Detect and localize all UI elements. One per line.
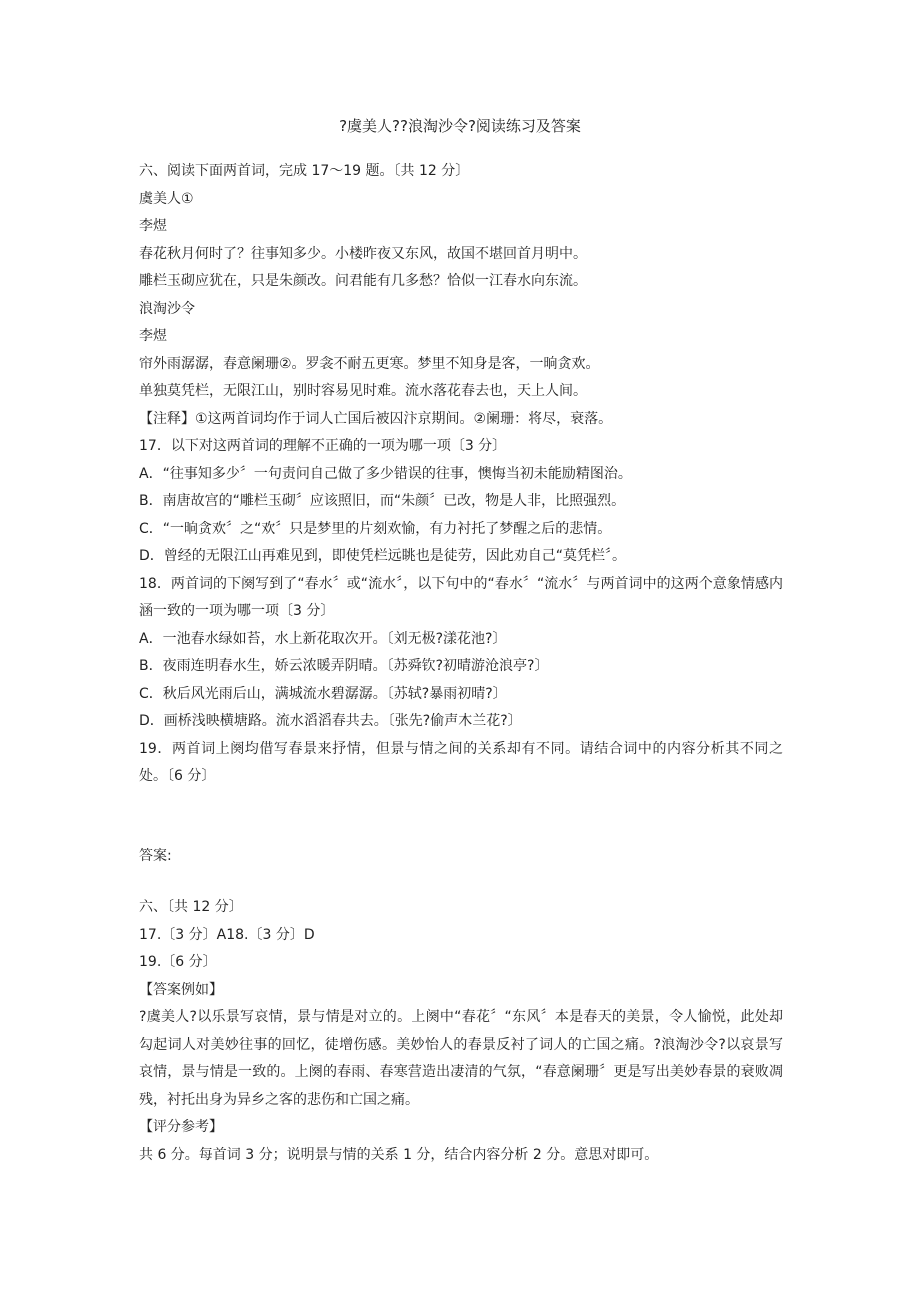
answers-example-text: ?虞美人?以乐景写哀情，景与情是对立的。上阕中“春花〞“东风〞本是春天的美景，令人愉悦，此处却勾起词人对美妙往事的回忆，徒增伤感。美妙怡人的春景反衬了词人的亡国之痛。?浪淘沙令?以哀景写哀情，景与情是一致的。上阕的春雨、春寒营造出凄清的气氛，“春意阑珊〞更是写出美妙春景的衰败凋残，衬托出身为异乡之客的悲伤和亡国之痛。 — [139, 1009, 783, 1108]
annotation-note: 【注释】①这两首词均作于词人亡国后被囚汴京期间。②阑珊：将尽，衰落。 — [139, 410, 613, 427]
spacer — [139, 791, 799, 843]
question-18-option-d: D．画桥浅映横塘路。流水滔滔春共去。〔张先?偷声木兰花?〕 — [139, 713, 522, 729]
section-intro: 六、阅读下面两首词，完成 17～19 题。〔共 12 分〕 — [139, 163, 470, 179]
answers-multiple-choice: 17.〔3 分〕A18.〔3 分〕D — [139, 926, 315, 943]
poem2-line: 单独莫凭栏，无限江山，别时容易见时难。流水落花春去也，天上人间。 — [139, 383, 587, 399]
answers-total: 六、〔共 12 分〕 — [139, 899, 243, 915]
question-17-option-a: A．“往事知多少〞一句责问自己做了多少错误的往事，懊悔当初未能励精图治。 — [139, 465, 632, 482]
document-title: ?虞美人??浪淘沙令?阅读练习及答案 — [339, 117, 581, 135]
answers-example-label: 【答案例如】 — [139, 981, 223, 998]
poem1-title: 虞美人① — [139, 190, 194, 207]
question-18-option-c: C．秋后风光雨后山，满城流水碧潺潺。〔苏轼?暴雨初晴?〕 — [139, 685, 507, 702]
poem2-author: 李煜 — [139, 328, 167, 344]
question-18-option-b: B．夜雨连明春水生，娇云浓暖弄阴晴。〔苏舜钦?初晴游沧浪亭?〕 — [139, 658, 549, 674]
question-17-option-b: B．南唐故宫的“雕栏玉砌〞应该照旧，而“朱颜〞已改，物是人非，比照强烈。 — [139, 493, 626, 509]
spacer — [139, 870, 799, 894]
question-18-stem: 18．两首词的下阕写到了“春水〞或“流水〞，以下句中的“春水〞“流水〞与两首词中的这两个意象情感内涵一致的一项为哪一项〔3 分〕 — [139, 575, 783, 619]
answers-q19-score: 19.〔6 分〕 — [139, 954, 217, 970]
document-page — [139, 116, 799, 1169]
poem1-line: 雕栏玉砌应犹在，只是朱颜改。问君能有几多愁？恰似一江春水向东流。 — [139, 273, 587, 289]
poem2-line: 帘外雨潺潺，春意阑珊②。罗衾不耐五更寒。梦里不知身是客，一晌贪欢。 — [139, 355, 600, 372]
poem2-title: 浪淘沙令 — [139, 300, 195, 317]
poem1-author: 李煜 — [139, 218, 167, 234]
question-17-stem: 17．以下对这两首词的理解不正确的一项为哪一项〔3 分〕 — [139, 438, 507, 454]
question-18-option-a: A．一池春水绿如苔，水上新花取次开。〔刘无极?漾花池?〕 — [139, 630, 507, 647]
question-19-stem: 19．两首词上阕均借写春景来抒情，但景与情之间的关系却有不同。请结合词中的内容分析其不同之处。〔6 分〕 — [139, 740, 783, 784]
poem1-line: 春花秋月何时了？往事知多少。小楼昨夜又东风，故国不堪回首月明中。 — [139, 245, 587, 262]
answers-scoring-label: 【评分参考】 — [139, 1119, 223, 1135]
answers-heading: 答案: — [139, 847, 172, 864]
question-17-option-c: C．“一晌贪欢〞之“欢〞只是梦里的片刻欢愉，有力衬托了梦醒之后的悲情。 — [139, 520, 612, 537]
question-17-option-d: D．曾经的无限江山再难见到，即使凭栏远眺也是徒劳，因此劝自己“莫凭栏〞。 — [139, 548, 627, 564]
answers-scoring-text: 共 6 分。每首词 3 分；说明景与情的关系 1 分，结合内容分析 2 分。意思对即可。 — [139, 1146, 659, 1163]
